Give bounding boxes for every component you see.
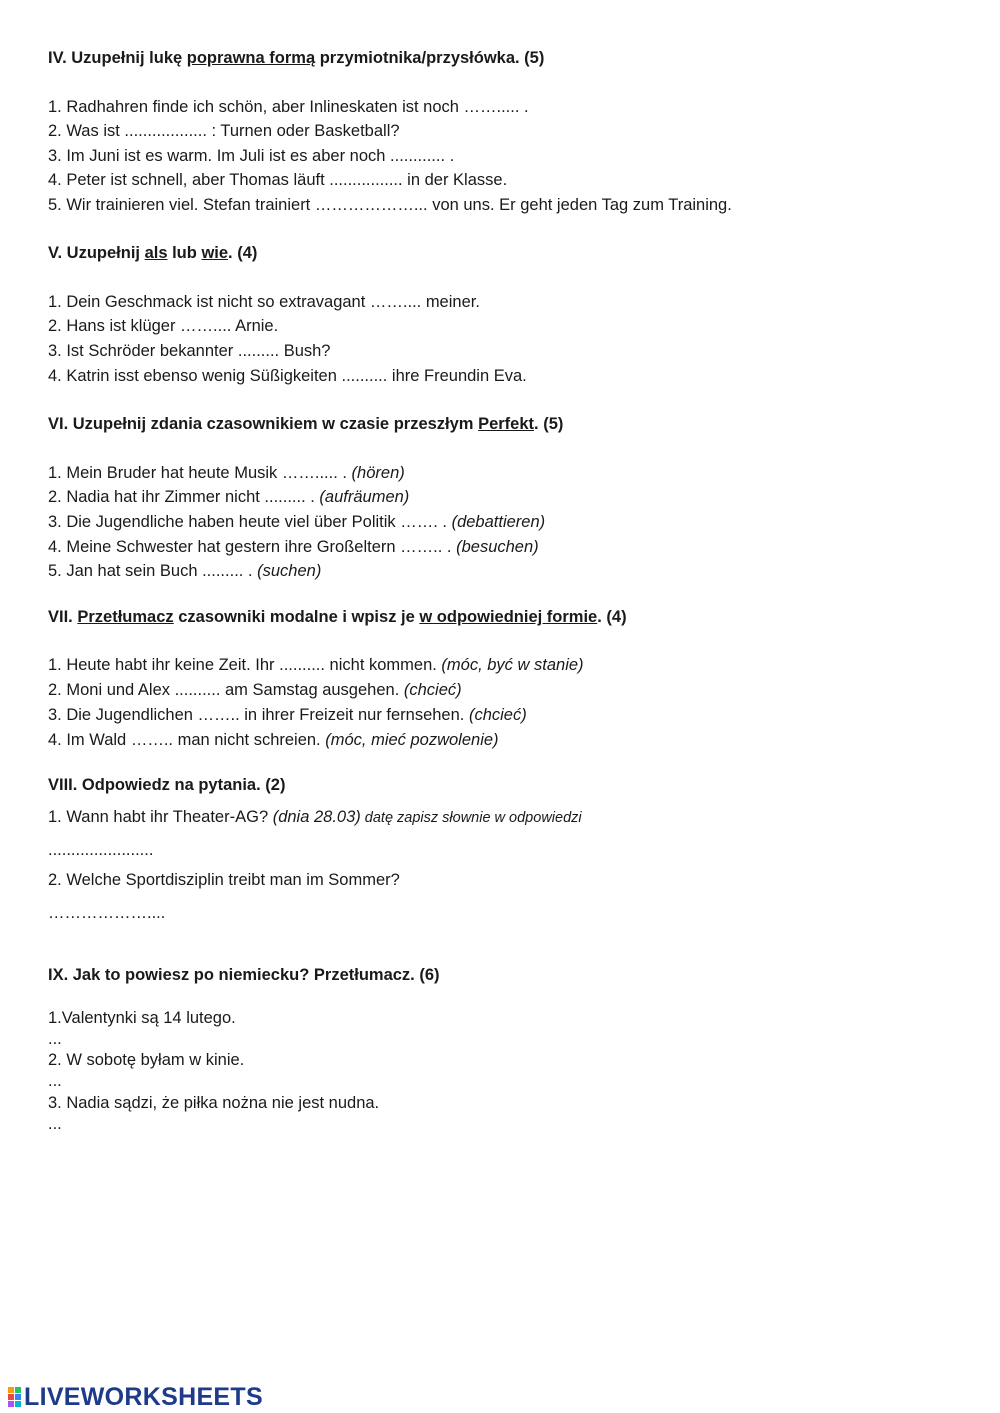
question-line: 1. Wann habt ihr Theater-AG? (dnia 28.03) datę zapisz słownie w odpowiedzi: [48, 808, 582, 826]
logo-square: [15, 1401, 21, 1407]
answer-blank: ...: [48, 1030, 62, 1048]
translation-line: 1.Valentynki są 14 lutego.: [48, 1009, 236, 1027]
liveworksheets-logo-icon: [8, 1387, 21, 1407]
brand-name: LIVEWORKSHEETS: [24, 1382, 263, 1411]
answer-blank: ...: [48, 1072, 62, 1090]
verb-hint: (debattieren): [451, 513, 546, 531]
exercise-line: 3. Im Juni ist es warm. Im Juli ist es aber noch ............ .: [48, 147, 455, 165]
exercise-line: 2. Moni und Alex .......... am Samstag ausgehen. (chcieć): [48, 681, 462, 699]
exercise-line: 5. Wir trainieren viel. Stefan trainiert ………………... von uns. Er geht jeden Tag zum Training.: [48, 196, 732, 214]
verb-hint: (besuchen): [456, 538, 539, 556]
translation-line: 2. W sobotę byłam w kinie.: [48, 1051, 245, 1069]
exercise-line: 1. Mein Bruder hat heute Musik ……..... . (hören): [48, 464, 405, 482]
translation-line: 3. Nadia sądzi, że piłka nożna nie jest nudna.: [48, 1094, 380, 1112]
answer-blank: ………………....: [48, 904, 166, 922]
exercise-line: 3. Die Jugendlichen …….. in ihrer Freizeit nur fernsehen. (chcieć): [48, 706, 527, 724]
verb-hint: (chcieć): [403, 681, 462, 699]
section-v-title: V. Uzupełnij als lub wie. (4): [48, 244, 258, 262]
exercise-line: 2. Hans ist klüger …….... Arnie.: [48, 317, 279, 335]
logo-square: [8, 1401, 14, 1407]
question-line: 2. Welche Sportdisziplin treibt man im Sommer?: [48, 871, 400, 889]
exercise-line: 3. Ist Schröder bekannter ......... Bush?: [48, 342, 331, 360]
verb-hint: (móc, być w stanie): [441, 656, 584, 674]
exercise-line: 4. Meine Schwester hat gestern ihre Großeltern …….. . (besuchen): [48, 538, 539, 556]
logo-square: [15, 1394, 21, 1400]
verb-hint: (hören): [351, 464, 405, 482]
section-vii-title: VII. Przetłumacz czasowniki modalne i wpisz je w odpowiedniej formie. (4): [48, 608, 627, 626]
section-viii-title: VIII. Odpowiedz na pytania. (2): [48, 776, 286, 794]
exercise-line: 5. Jan hat sein Buch ......... . (suchen): [48, 562, 322, 580]
liveworksheets-footer: [8, 1382, 263, 1412]
exercise-line: 3. Die Jugendliche haben heute viel über Politik ……. . (debattieren): [48, 513, 546, 531]
verb-hint: (móc, mieć pozwolenie): [325, 731, 499, 749]
section-iv-title: IV. Uzupełnij lukę poprawna formą przymiotnika/przysłówka. (5): [48, 49, 545, 67]
exercise-line: 4. Im Wald …….. man nicht schreien. (móc, mieć pozwolenie): [48, 731, 499, 749]
section-vi-title: VI. Uzupełnij zdania czasownikiem w czasie przeszłym Perfekt. (5): [48, 415, 564, 433]
exercise-line: 1. Dein Geschmack ist nicht so extravagant …….... meiner.: [48, 293, 480, 311]
logo-square: [8, 1387, 14, 1393]
verb-hint: (aufräumen): [319, 488, 410, 506]
date-hint: (dnia 28.03): [272, 808, 361, 826]
exercise-line: 4. Peter ist schnell, aber Thomas läuft ................ in der Klasse.: [48, 171, 508, 189]
logo-square: [15, 1387, 21, 1393]
exercise-line: 4. Katrin isst ebenso wenig Süßigkeiten .......... ihre Freundin Eva.: [48, 367, 527, 385]
logo-square: [8, 1394, 14, 1400]
exercise-line: 2. Nadia hat ihr Zimmer nicht ......... . (aufräumen): [48, 488, 410, 506]
exercise-line: 1. Heute habt ihr keine Zeit. Ihr .......... nicht kommen. (móc, być w stanie): [48, 656, 584, 674]
section-ix-title: IX. Jak to powiesz po niemiecku? Przetłumacz. (6): [48, 966, 440, 984]
answer-blank: ...: [48, 1115, 62, 1133]
verb-hint: (suchen): [257, 562, 322, 580]
verb-hint: (chcieć): [468, 706, 527, 724]
exercise-line: 2. Was ist .................. : Turnen oder Basketball?: [48, 122, 400, 140]
answer-blank: .......................: [48, 841, 154, 859]
instruction-note: datę zapisz słownie w odpowiedzi: [360, 810, 582, 826]
exercise-line: 1. Radhahren finde ich schön, aber Inlineskaten ist noch ……..... .: [48, 98, 529, 116]
